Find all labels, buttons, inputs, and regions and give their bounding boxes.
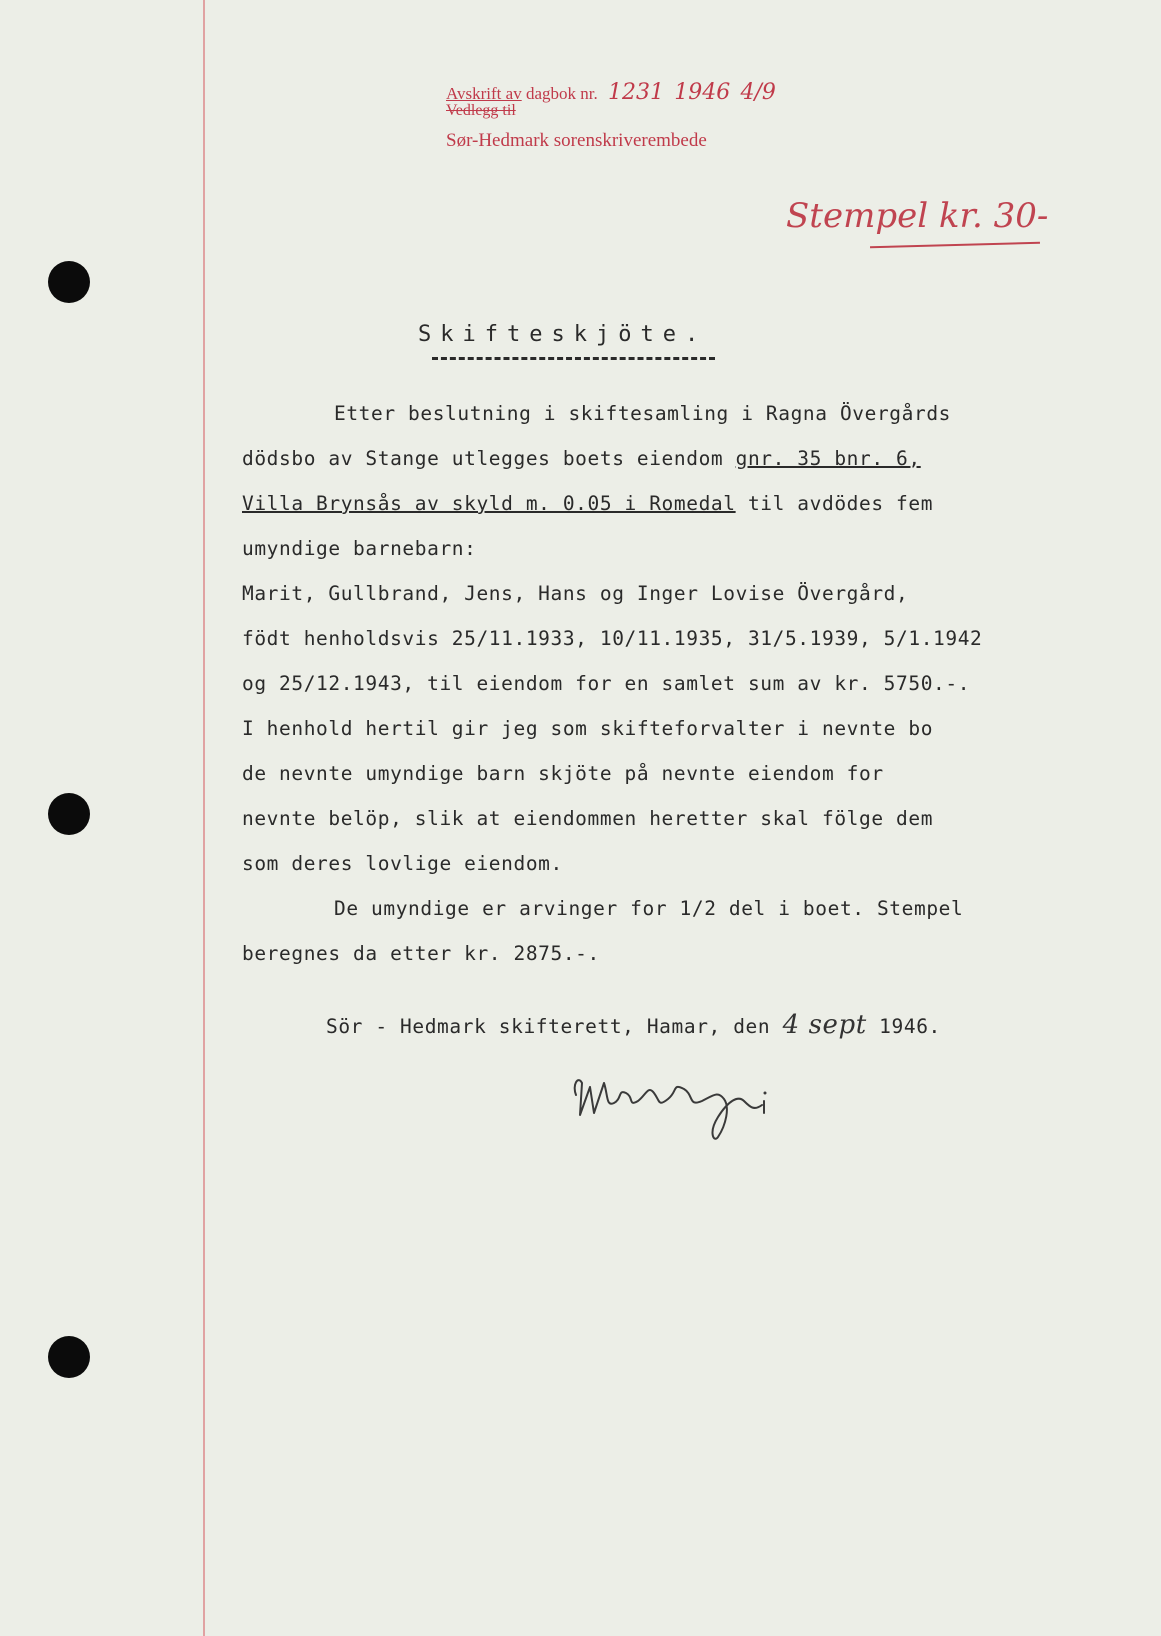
body-line: beregnes da etter kr. 2875.-. — [242, 942, 600, 965]
body-line: umyndige barnebarn: — [242, 537, 477, 560]
body-line: dödsbo av Stange utlegges boets eiendom gnr. 35 bnr. 6, — [242, 447, 921, 470]
property-name: Villa Brynsås av skyld m. 0.05 i Romedal — [242, 492, 736, 515]
body-line: de nevnte umyndige barn skjöte på nevnte eiendom for — [242, 762, 884, 785]
stamp-vedlegg: Vedlegg til — [446, 102, 516, 119]
body-line: som deres lovlige eiendom. — [242, 852, 563, 875]
margin-rule — [203, 0, 205, 1636]
body-line: I henhold hertil gir jeg som skifteforvalter i nevnte bo — [242, 717, 934, 740]
body-line: nevnte belöp, slik at eiendommen heretter skal fölge dem — [242, 807, 934, 830]
body-line: og 25/12.1943, til eiendom for en samlet sum av kr. 5750.-. — [242, 672, 971, 695]
body-line: De umyndige er arvinger for 1/2 del i boet. Stempel — [334, 897, 964, 920]
body-line: Etter beslutning i skiftesamling i Ragna Övergårds — [334, 402, 951, 425]
stamp-year: 1946 — [674, 80, 731, 105]
punch-hole-bottom — [48, 1336, 90, 1378]
stamp-office: Sør-Hedmark sorenskriverembede — [446, 130, 707, 151]
body-line: födt henholdsvis 25/11.1933, 10/11.1935, 31/5.1939, 5/1.1942 — [242, 627, 983, 650]
punch-hole-middle — [48, 793, 90, 835]
document-title: Skifteskjöte. — [418, 322, 708, 347]
closing-place: Sör - Hedmark skifterett, Hamar, den — [326, 1015, 783, 1038]
punch-hole-top — [48, 261, 90, 303]
property-reference: gnr. 35 bnr. 6, — [735, 447, 921, 470]
stamp-dagbok: dagbok nr. — [525, 84, 598, 103]
closing-year: 1946. — [866, 1015, 941, 1038]
body-line: Villa Brynsås av skyld m. 0.05 i Romedal til avdödes fem — [242, 492, 934, 515]
body-line: Marit, Gullbrand, Jens, Hans og Inger Lovise Övergård, — [242, 582, 909, 605]
stamp-dagbok-number: 1231 — [607, 80, 664, 105]
handwritten-fee-note: Stempel kr. 30- — [786, 196, 1049, 236]
signature-image — [568, 1055, 808, 1145]
stamp-date: 4/9 — [740, 80, 776, 105]
closing-line — [326, 1010, 941, 1040]
handwritten-date: 4 sept — [782, 1010, 867, 1040]
fee-note-underline — [870, 242, 1040, 248]
title-underline — [432, 357, 715, 360]
stamp-avskrift: Avskrift av — [446, 84, 522, 103]
